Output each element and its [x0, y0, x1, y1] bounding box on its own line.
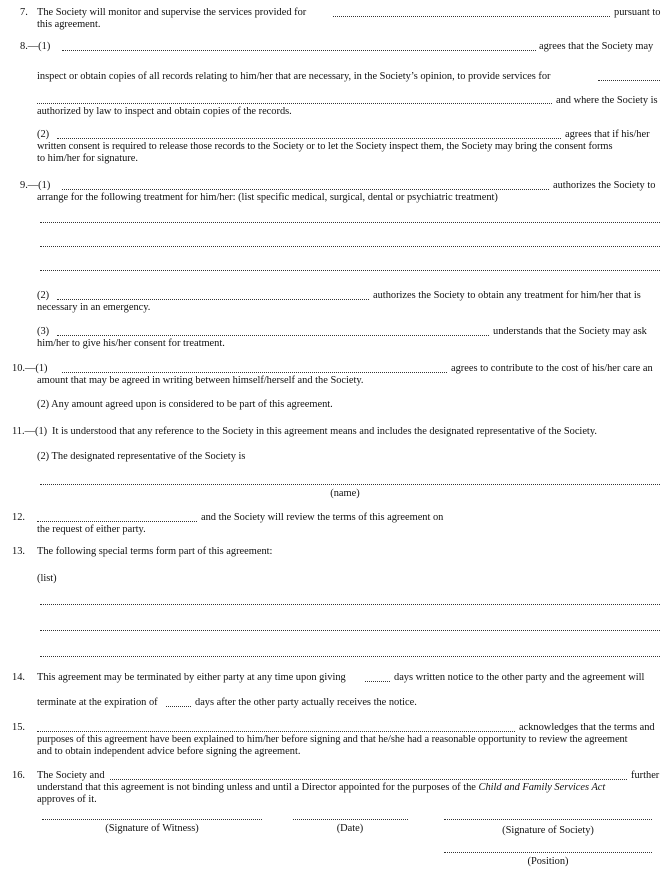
clause-12-text: and the Society will review the terms of this agreement on [201, 512, 444, 523]
clause-15-text-line3: and to obtain independent advice before signing the agreement. [37, 746, 301, 757]
clause-16-blank[interactable] [110, 779, 627, 780]
clause-15-text-line2: purposes of this agreement have been explained to him/her before signing and that he/she had a reasonable opportunity to review the agreement [37, 734, 628, 745]
clause-10-1-text: agrees to contribute to the cost of his/her care an [451, 363, 653, 374]
clause-8-1-text-line2: inspect or obtain copies of all records relating to him/her that are necessary, in the Society’s opinion, to provide services for [37, 71, 551, 82]
position-caption: (Position) [527, 856, 569, 867]
clause-11-1-text: It is understood that any reference to the Society in this agreement means and includes the designated representative of the Society. [52, 426, 597, 437]
clause-9-3-text: understands that the Society may ask [493, 326, 647, 337]
representative-name-caption: (name) [330, 488, 360, 499]
clause-16-text-line3: approves of it. [37, 794, 97, 805]
clause-8-1-services-blank[interactable] [598, 80, 660, 81]
clause-14-number: 14. [12, 672, 25, 683]
treatment-line-1[interactable] [40, 222, 660, 223]
treatment-line-2[interactable] [40, 246, 660, 247]
clause-10-1-text-line2: amount that may be agreed in writing between himself/herself and the Society. [37, 375, 364, 386]
clause-16-text-line2-plain: understand that this agreement is not binding unless and until a Director appointed for the purposes of the [37, 782, 476, 793]
clause-8-2-number: (2) [37, 129, 50, 140]
clause-7-text: The Society will monitor and supervise the services provided for [37, 7, 307, 18]
clause-9-1-text: authorizes the Society to [553, 180, 656, 191]
clause-12-number: 12. [12, 512, 25, 523]
clause-8-1-text-line3: and where the Society is [556, 95, 658, 106]
clause-7-blank[interactable] [333, 16, 610, 17]
clause-15-number: 15. [12, 722, 25, 733]
act-name: Child and Family Services Act [478, 782, 606, 793]
clause-10-number: 10.—(1) [12, 363, 48, 374]
clause-8-2-text: agrees that if his/her [565, 129, 650, 140]
clause-7-number: 7. [20, 7, 28, 18]
clause-8-2-text-line2: written consent is required to release those records to the Society or to let the Society inspect them, the Society may bring the consent forms [37, 141, 613, 152]
clause-9-1-blank[interactable] [62, 189, 549, 190]
position-line[interactable] [444, 852, 652, 853]
society-signature-caption: (Signature of Society) [502, 825, 594, 836]
clause-8-1-blank[interactable] [62, 50, 536, 51]
clause-9-2-text-line2: necessary in an emergency. [37, 302, 151, 313]
clause-9-2-number: (2) [37, 290, 50, 301]
witness-signature-caption: (Signature of Witness) [105, 823, 199, 834]
clause-11-2-text: (2) The designated representative of the Society is [37, 451, 246, 462]
clause-15-blank[interactable] [37, 731, 515, 732]
clause-9-3-blank[interactable] [57, 335, 489, 336]
clause-8-2-text-line3: to him/her for signature. [37, 153, 138, 164]
clause-8-1-text-line4: authorized by law to inspect and obtain copies of the records. [37, 106, 292, 117]
clause-16-text-line2 [37, 782, 605, 794]
clause-16-text-end: further [631, 770, 660, 781]
clause-13-text: The following special terms form part of this agreement: [37, 546, 273, 557]
clause-14-text-b: days written notice to the other party and the agreement will [394, 672, 645, 683]
clause-14-text-line2b: days after the other party actually receives the notice. [195, 697, 417, 708]
clause-9-2-text: authorizes the Society to obtain any treatment for him/her that is [373, 290, 641, 301]
society-signature-line[interactable] [444, 819, 652, 820]
notice-days-blank[interactable] [365, 681, 390, 682]
clause-9-3-number: (3) [37, 326, 50, 337]
special-terms-line-1[interactable] [40, 604, 660, 605]
treatment-line-3[interactable] [40, 270, 660, 271]
clause-16-text: The Society and [37, 770, 105, 781]
clause-10-2-text: (2) Any amount agreed upon is considered to be part of this agreement. [37, 399, 333, 410]
clause-16-number: 16. [12, 770, 25, 781]
witness-signature-line[interactable] [42, 819, 262, 820]
representative-name-blank[interactable] [40, 484, 660, 485]
clause-12-text-line2: the request of either party. [37, 524, 146, 535]
special-terms-line-3[interactable] [40, 656, 660, 657]
clause-8-number: 8.—(1) [20, 41, 51, 52]
clause-8-1-text: agrees that the Society may [539, 41, 654, 52]
special-terms-line-2[interactable] [40, 630, 660, 631]
clause-9-1-text-line2: arrange for the following treatment for him/her: (list specific medical, surgical, dental or psychiatric treatment) [37, 192, 498, 203]
clause-8-2-blank[interactable] [57, 138, 561, 139]
clause-7-text-line2: this agreement. [37, 19, 101, 30]
clause-10-1-blank[interactable] [62, 372, 447, 373]
expiration-days-blank[interactable] [166, 706, 191, 707]
date-line[interactable] [293, 819, 408, 820]
clause-12-blank[interactable] [37, 521, 197, 522]
clause-15-text: acknowledges that the terms and [519, 722, 655, 733]
clause-9-number: 9.—(1) [20, 180, 51, 191]
clause-9-2-blank[interactable] [57, 299, 369, 300]
clause-7-text-end: pursuant to [614, 7, 661, 18]
clause-14-text-line2: terminate at the expiration of [37, 697, 158, 708]
clause-13-number: 13. [12, 546, 25, 557]
clause-8-1-blank-line3[interactable] [37, 103, 552, 104]
clause-9-3-text-line2: him/her to give his/her consent for treatment. [37, 338, 225, 349]
date-caption: (Date) [336, 823, 364, 834]
clause-13-list-label: (list) [37, 573, 57, 584]
clause-14-text: This agreement may be terminated by either party at any time upon giving [37, 672, 346, 683]
clause-11-number: 11.—(1) [12, 426, 48, 437]
